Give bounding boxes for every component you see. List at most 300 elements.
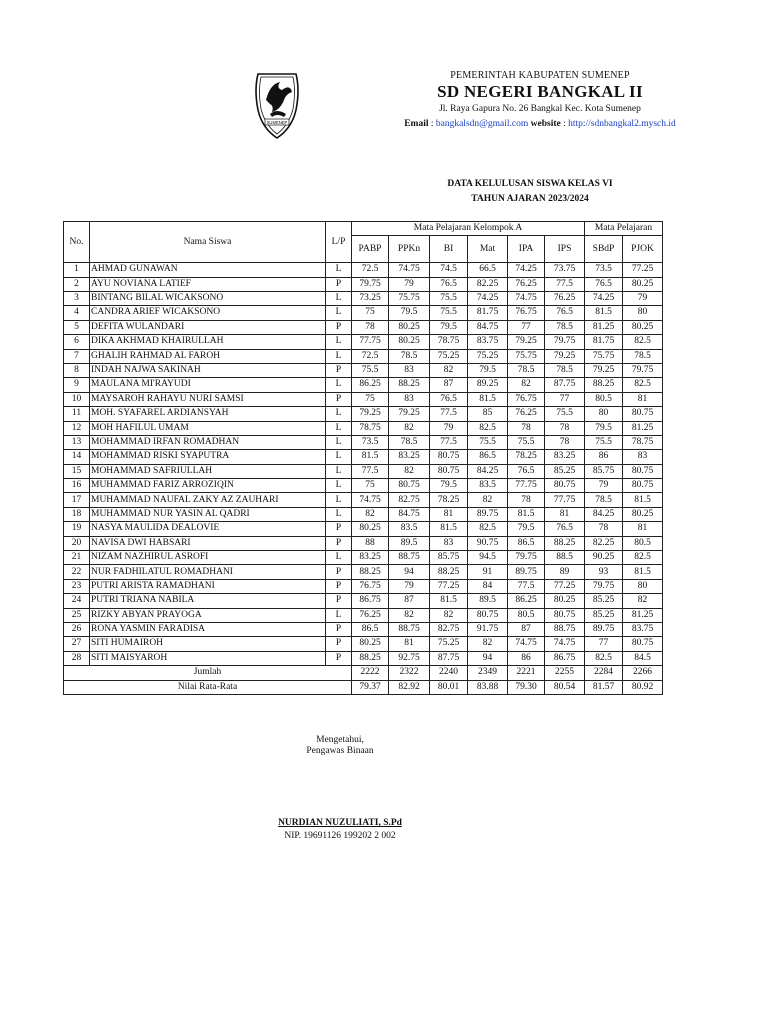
score-cell: 78.75 [352, 421, 389, 435]
row-number: 11 [64, 407, 90, 421]
row-number: 25 [64, 608, 90, 622]
average-cell: 79.37 [352, 680, 389, 694]
score-cell: 74.75 [508, 291, 545, 305]
score-cell: 82 [468, 493, 508, 507]
score-cell: 80.25 [623, 507, 663, 521]
column-header-gender: L/P [326, 222, 352, 263]
row-number: 17 [64, 493, 90, 507]
student-name: DIKA AKHMAD KHAIRULLAH [90, 335, 326, 349]
score-cell: 87 [508, 622, 545, 636]
score-cell: 75 [352, 306, 389, 320]
email-label: Email [404, 119, 429, 129]
score-cell: 88 [352, 536, 389, 550]
column-header-name: Nama Siswa [90, 222, 326, 263]
student-name: MOHAMMAD IRFAN ROMADHAN [90, 435, 326, 449]
student-name: RONA YASMIN FARADISA [90, 622, 326, 636]
score-cell: 79.25 [352, 407, 389, 421]
total-cell: 2221 [508, 666, 545, 680]
student-name: INDAH NAJWA SAKINAH [90, 363, 326, 377]
score-cell: 83.25 [389, 450, 430, 464]
score-cell: 82.5 [585, 651, 623, 665]
student-gender: L [326, 306, 352, 320]
subject-header: PPKn [389, 236, 430, 263]
score-cell: 80 [623, 579, 663, 593]
score-cell: 80.5 [508, 608, 545, 622]
table-row [64, 277, 663, 291]
score-cell: 74.25 [508, 263, 545, 277]
score-cell: 82 [352, 507, 389, 521]
score-cell: 73.75 [545, 263, 585, 277]
score-cell: 79.25 [389, 407, 430, 421]
score-cell: 78.5 [585, 493, 623, 507]
government-name: PEMERINTAH KABUPATEN SUMENEP [450, 70, 630, 81]
score-cell: 83.75 [623, 622, 663, 636]
score-cell: 75.75 [508, 349, 545, 363]
score-cell: 86.75 [352, 594, 389, 608]
subject-header: IPS [545, 236, 585, 263]
student-gender: L [326, 551, 352, 565]
score-cell: 83 [389, 363, 430, 377]
table-row [64, 464, 663, 478]
average-cell: 80.92 [623, 680, 663, 694]
score-cell: 80.25 [623, 277, 663, 291]
score-cell: 94.5 [468, 551, 508, 565]
student-name: NUR FADHILATUL ROMADHANI [90, 565, 326, 579]
score-cell: 78.75 [430, 335, 468, 349]
score-cell: 76.75 [508, 306, 545, 320]
student-name: GHALIH RAHMAD AL FAROH [90, 349, 326, 363]
score-cell: 80.5 [623, 536, 663, 550]
student-gender: L [326, 608, 352, 622]
score-cell: 89 [545, 565, 585, 579]
score-cell: 75.75 [389, 291, 430, 305]
total-row [64, 666, 663, 680]
table-row [64, 536, 663, 550]
subject-header: SBdP [585, 236, 623, 263]
row-number: 3 [64, 291, 90, 305]
score-cell: 84.25 [468, 464, 508, 478]
score-cell: 82 [430, 363, 468, 377]
student-gender: L [326, 378, 352, 392]
score-cell: 80.25 [352, 637, 389, 651]
table-row [64, 579, 663, 593]
score-cell: 82.5 [623, 378, 663, 392]
score-cell: 89.75 [468, 507, 508, 521]
score-cell: 79.25 [545, 349, 585, 363]
score-cell: 79.5 [468, 363, 508, 377]
score-cell: 87 [430, 378, 468, 392]
score-cell: 86.25 [352, 378, 389, 392]
score-cell: 85 [468, 407, 508, 421]
score-cell: 79 [389, 579, 430, 593]
row-number: 12 [64, 421, 90, 435]
score-cell: 85.25 [585, 594, 623, 608]
score-cell: 75.25 [468, 349, 508, 363]
score-cell: 74.75 [352, 493, 389, 507]
score-cell: 75.75 [585, 349, 623, 363]
table-row [64, 493, 663, 507]
row-number: 2 [64, 277, 90, 291]
subject-header: PABP [352, 236, 389, 263]
score-cell: 83 [389, 392, 430, 406]
student-name: PUTRI ARISTA RAMADHANI [90, 579, 326, 593]
score-cell: 77 [545, 392, 585, 406]
student-gender: P [326, 536, 352, 550]
score-cell: 88.5 [545, 551, 585, 565]
score-cell: 80.75 [623, 479, 663, 493]
student-gender: L [326, 349, 352, 363]
score-cell: 82.5 [468, 522, 508, 536]
score-cell: 81.75 [468, 306, 508, 320]
grades-table [63, 221, 663, 695]
score-cell: 85.75 [585, 464, 623, 478]
score-cell: 79 [585, 479, 623, 493]
score-cell: 78 [585, 522, 623, 536]
table-row [64, 320, 663, 334]
score-cell: 76.25 [508, 407, 545, 421]
score-cell: 89.5 [389, 536, 430, 550]
row-number: 4 [64, 306, 90, 320]
score-cell: 80.25 [352, 522, 389, 536]
student-gender: L [326, 407, 352, 421]
total-cell: 2284 [585, 666, 623, 680]
score-cell: 81.25 [623, 421, 663, 435]
table-row [64, 349, 663, 363]
row-number: 15 [64, 464, 90, 478]
website-link[interactable]: http://sdnbangkal2.mysch.id [568, 119, 676, 129]
score-cell: 78.75 [623, 435, 663, 449]
table-row [64, 263, 663, 277]
student-gender: L [326, 493, 352, 507]
score-cell: 75 [352, 479, 389, 493]
score-cell: 86.25 [508, 594, 545, 608]
score-cell: 77.5 [430, 407, 468, 421]
table-row [64, 479, 663, 493]
score-cell: 79.75 [352, 277, 389, 291]
score-cell: 82 [508, 378, 545, 392]
score-cell: 75.5 [585, 435, 623, 449]
score-cell: 81.75 [585, 335, 623, 349]
row-number: 18 [64, 507, 90, 521]
score-cell: 79 [430, 421, 468, 435]
row-number: 14 [64, 450, 90, 464]
score-cell: 78.5 [508, 363, 545, 377]
score-cell: 92.75 [389, 651, 430, 665]
score-cell: 80.25 [389, 320, 430, 334]
table-row [64, 378, 663, 392]
score-cell: 79.75 [623, 363, 663, 377]
score-cell: 76.5 [585, 277, 623, 291]
average-cell: 80.01 [430, 680, 468, 694]
score-cell: 82.75 [389, 493, 430, 507]
row-number: 27 [64, 637, 90, 651]
group-header-b: Mata Pelajaran [585, 222, 663, 236]
score-cell: 72.5 [352, 349, 389, 363]
score-cell: 77.75 [352, 335, 389, 349]
average-label: Nilai Rata-Rata [64, 680, 352, 694]
score-cell: 89.25 [468, 378, 508, 392]
score-cell: 78.25 [430, 493, 468, 507]
row-number: 22 [64, 565, 90, 579]
row-number: 5 [64, 320, 90, 334]
score-cell: 79.75 [545, 335, 585, 349]
row-number: 9 [64, 378, 90, 392]
column-header-no: No. [64, 222, 90, 263]
group-header-a: Mata Pelajaran Kelompok A [352, 222, 585, 236]
score-cell: 77.5 [352, 464, 389, 478]
score-cell: 84.25 [585, 507, 623, 521]
score-cell: 73.5 [352, 435, 389, 449]
score-cell: 77.25 [545, 579, 585, 593]
table-row [64, 291, 663, 305]
score-cell: 76.5 [508, 464, 545, 478]
score-cell: 80.25 [623, 320, 663, 334]
score-cell: 79 [623, 291, 663, 305]
score-cell: 75.5 [508, 435, 545, 449]
acknowledged-label: Mengetahui, [316, 735, 364, 745]
student-name: BINTANG BILAL WICAKSONO [90, 291, 326, 305]
score-cell: 82 [389, 464, 430, 478]
score-cell: 80.75 [623, 464, 663, 478]
student-gender: L [326, 464, 352, 478]
student-gender: L [326, 421, 352, 435]
student-gender: L [326, 450, 352, 464]
score-cell: 82.75 [430, 622, 468, 636]
row-number: 23 [64, 579, 90, 593]
score-cell: 88.75 [389, 551, 430, 565]
score-cell: 74.25 [468, 291, 508, 305]
score-cell: 74.5 [430, 263, 468, 277]
total-cell: 2255 [545, 666, 585, 680]
score-cell: 73.25 [352, 291, 389, 305]
student-gender: P [326, 622, 352, 636]
website-label: website [530, 119, 561, 129]
score-cell: 79.5 [508, 522, 545, 536]
table-row [64, 363, 663, 377]
table-row [64, 522, 663, 536]
score-cell: 75.25 [430, 349, 468, 363]
student-gender: P [326, 565, 352, 579]
table-row [64, 637, 663, 651]
score-cell: 76.5 [430, 392, 468, 406]
score-cell: 88.25 [585, 378, 623, 392]
score-cell: 88.25 [430, 565, 468, 579]
table-row [64, 565, 663, 579]
score-cell: 79.5 [389, 306, 430, 320]
score-cell: 81 [623, 522, 663, 536]
score-cell: 86.5 [508, 536, 545, 550]
score-cell: 73.5 [585, 263, 623, 277]
score-cell: 78.25 [508, 450, 545, 464]
score-cell: 77.75 [508, 479, 545, 493]
student-gender: L [326, 479, 352, 493]
score-cell: 84.5 [623, 651, 663, 665]
student-name: MUHAMMAD FARIZ ARROZIQIN [90, 479, 326, 493]
supervisor-nip: NIP. 19691126 199202 2 002 [284, 831, 396, 841]
score-cell: 81.5 [430, 522, 468, 536]
academic-year: TAHUN AJARAN 2023/2024 [471, 194, 589, 204]
table-row [64, 622, 663, 636]
student-gender: P [326, 594, 352, 608]
score-cell: 94 [389, 565, 430, 579]
row-number: 24 [64, 594, 90, 608]
row-number: 8 [64, 363, 90, 377]
total-cell: 2240 [430, 666, 468, 680]
average-cell: 82.92 [389, 680, 430, 694]
score-cell: 81.25 [623, 608, 663, 622]
table-row [64, 421, 663, 435]
score-cell: 76.5 [430, 277, 468, 291]
student-gender: P [326, 579, 352, 593]
score-cell: 78 [508, 493, 545, 507]
score-cell: 80.75 [623, 637, 663, 651]
score-cell: 81.5 [585, 306, 623, 320]
score-cell: 82 [389, 421, 430, 435]
score-cell: 86.5 [352, 622, 389, 636]
row-number: 7 [64, 349, 90, 363]
email-link[interactable]: bangkalsdn@gmail.com [435, 119, 529, 129]
student-gender: P [326, 320, 352, 334]
score-cell: 81 [623, 392, 663, 406]
row-number: 10 [64, 392, 90, 406]
score-cell: 81.25 [585, 320, 623, 334]
student-name: MOH HAFILUL UMAM [90, 421, 326, 435]
student-name: RIZKY ABYAN PRAYOGA [90, 608, 326, 622]
score-cell: 81.5 [352, 450, 389, 464]
score-cell: 87 [389, 594, 430, 608]
score-cell: 79.5 [430, 320, 468, 334]
score-cell: 81 [430, 507, 468, 521]
score-cell: 81.5 [468, 392, 508, 406]
score-cell: 94 [468, 651, 508, 665]
score-cell: 75.5 [545, 407, 585, 421]
score-cell: 83.25 [545, 450, 585, 464]
student-gender: L [326, 507, 352, 521]
score-cell: 80.25 [545, 594, 585, 608]
score-cell: 80.75 [545, 608, 585, 622]
average-cell: 80.54 [545, 680, 585, 694]
score-cell: 78 [352, 320, 389, 334]
school-contact: Email : bangkalsdn@gmail.com website : http://sdnbangkal2.mysch.id [404, 119, 676, 129]
student-name: SITI HUMAIROH [90, 637, 326, 651]
student-name: MUHAMMAD NAUFAL ZAKY AZ ZAUHARI [90, 493, 326, 507]
score-cell: 82 [430, 608, 468, 622]
score-cell: 79 [389, 277, 430, 291]
supervisor-name: NURDIAN NUZULIATI, S.Pd [278, 818, 402, 828]
score-cell: 88.75 [389, 622, 430, 636]
table-row [64, 306, 663, 320]
student-name: MAYSAROH RAHAYU NURI SAMSI [90, 392, 326, 406]
row-number: 26 [64, 622, 90, 636]
score-cell: 81 [545, 507, 585, 521]
score-cell: 80.75 [389, 479, 430, 493]
score-cell: 78.5 [623, 349, 663, 363]
score-cell: 86 [585, 450, 623, 464]
score-cell: 78 [545, 421, 585, 435]
student-name: AYU NOVIANA LATIEF [90, 277, 326, 291]
score-cell: 78.5 [389, 435, 430, 449]
score-cell: 87.75 [430, 651, 468, 665]
score-cell: 80.25 [389, 335, 430, 349]
total-cell: 2222 [352, 666, 389, 680]
row-number: 28 [64, 651, 90, 665]
table-row [64, 435, 663, 449]
total-cell: 2266 [623, 666, 663, 680]
student-name: DEFITA WULANDARI [90, 320, 326, 334]
score-cell: 75.5 [352, 363, 389, 377]
score-cell: 77.25 [430, 579, 468, 593]
row-number: 13 [64, 435, 90, 449]
student-gender: L [326, 291, 352, 305]
score-cell: 80.75 [545, 479, 585, 493]
score-cell: 75.25 [430, 637, 468, 651]
score-cell: 82 [623, 594, 663, 608]
subject-header: BI [430, 236, 468, 263]
score-cell: 75.5 [430, 291, 468, 305]
score-cell: 79.75 [508, 551, 545, 565]
score-cell: 78.5 [545, 320, 585, 334]
score-cell: 79.5 [430, 479, 468, 493]
student-gender: P [326, 651, 352, 665]
student-name: MOHAMMAD SAFRIULLAH [90, 464, 326, 478]
score-cell: 83.25 [352, 551, 389, 565]
score-cell: 79.25 [508, 335, 545, 349]
score-cell: 89.5 [468, 594, 508, 608]
row-number: 20 [64, 536, 90, 550]
score-cell: 83 [430, 536, 468, 550]
score-cell: 87.75 [545, 378, 585, 392]
score-cell: 79.5 [585, 421, 623, 435]
logo-caption: SUMENEP [266, 120, 288, 125]
student-name: SITI MAISYAROH [90, 651, 326, 665]
score-cell: 93 [585, 565, 623, 579]
student-name: AHMAD GUNAWAN [90, 263, 326, 277]
score-cell: 82 [468, 637, 508, 651]
student-name: NAVISA DWI HABSARI [90, 536, 326, 550]
table-row [64, 594, 663, 608]
score-cell: 84.75 [468, 320, 508, 334]
score-cell: 80.75 [468, 608, 508, 622]
average-row [64, 680, 663, 694]
student-name: PUTRI TRIANA NABILA [90, 594, 326, 608]
table-row [64, 651, 663, 665]
score-cell: 76.25 [508, 277, 545, 291]
score-cell: 76.25 [545, 291, 585, 305]
score-cell: 74.75 [545, 637, 585, 651]
score-cell: 80 [623, 306, 663, 320]
score-cell: 85.25 [545, 464, 585, 478]
table-row [64, 450, 663, 464]
score-cell: 81.5 [623, 493, 663, 507]
score-cell: 74.25 [585, 291, 623, 305]
score-cell: 78 [508, 421, 545, 435]
score-cell: 80.75 [430, 450, 468, 464]
score-cell: 88.25 [389, 378, 430, 392]
supervisor-title: Pengawas Binaan [306, 746, 374, 756]
score-cell: 80.5 [585, 392, 623, 406]
score-cell: 81 [389, 637, 430, 651]
score-cell: 83.5 [468, 479, 508, 493]
student-name: NASYA MAULIDA DEALOVIE [90, 522, 326, 536]
score-cell: 77.5 [545, 277, 585, 291]
score-cell: 85.25 [585, 608, 623, 622]
score-cell: 76.75 [352, 579, 389, 593]
score-cell: 75 [352, 392, 389, 406]
score-cell: 66.5 [468, 263, 508, 277]
document-title: DATA KELULUSAN SISWA KELAS VI [447, 179, 613, 189]
score-cell: 82.5 [623, 335, 663, 349]
score-cell: 77.5 [430, 435, 468, 449]
